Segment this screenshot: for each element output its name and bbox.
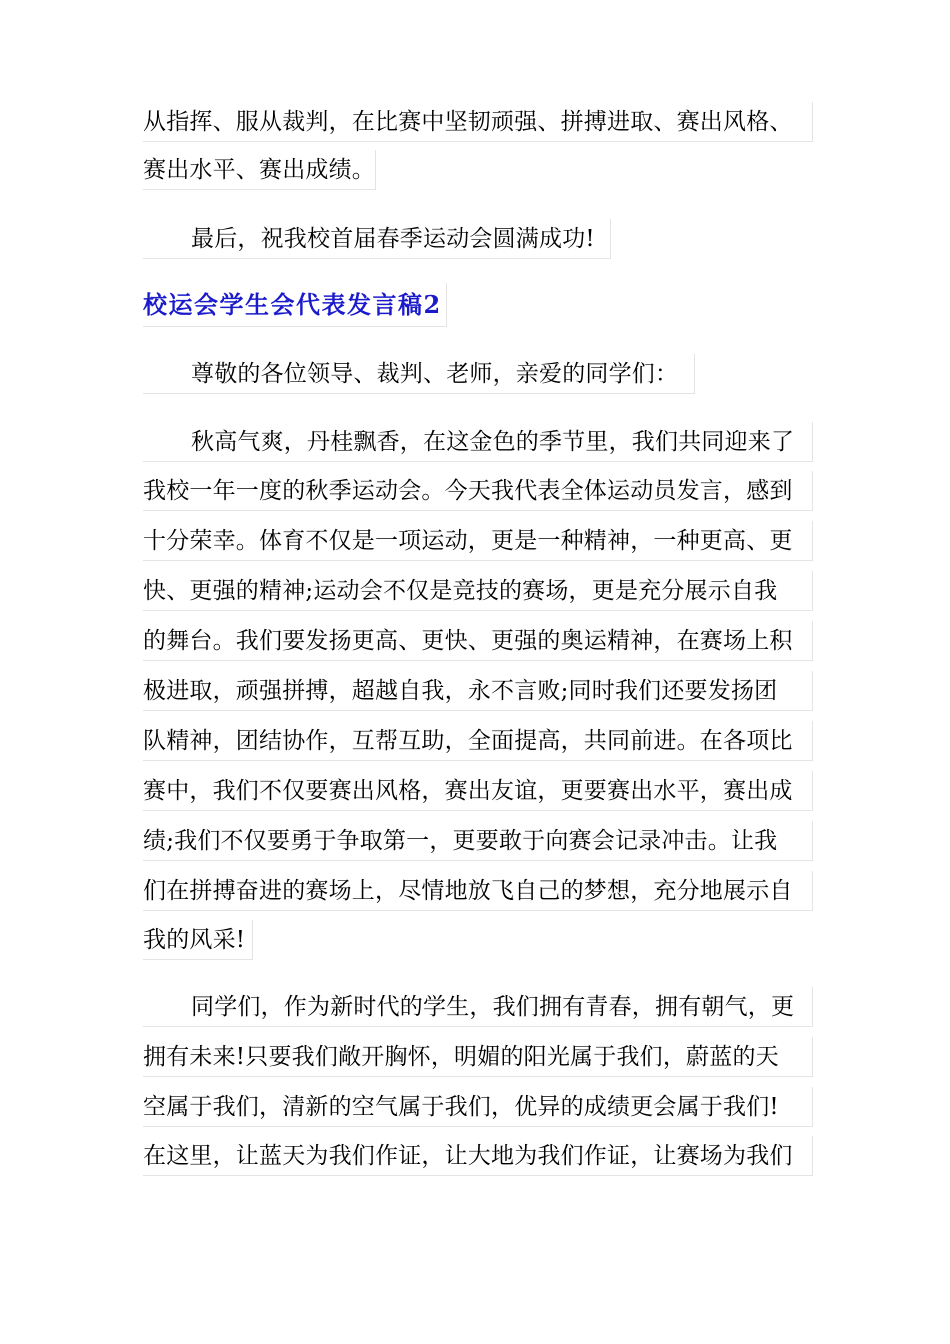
paragraph-line: 空属于我们，清新的空气属于我们，优异的成绩更会属于我们! <box>143 1087 813 1127</box>
text-line: 赛出水平、赛出成绩。 <box>143 150 376 190</box>
paragraph-line: 极进取，顽强拼搏，超越自我，永不言败;同时我们还要发扬团 <box>143 671 813 711</box>
section-heading: 校运会学生会代表发言稿2 <box>143 283 447 327</box>
paragraph-line: 秋高气爽，丹桂飘香，在这金色的季节里，我们共同迎来了 <box>143 422 813 462</box>
closing-line: 最后，祝我校首届春季运动会圆满成功! <box>143 219 611 259</box>
greeting-line: 尊敬的各位领导、裁判、老师，亲爱的同学们： <box>143 354 695 394</box>
paragraph-line: 十分荣幸。体育不仅是一项运动，更是一种精神，一种更高、更 <box>143 521 813 561</box>
text-line: 从指挥、服从裁判，在比赛中坚韧顽强、拼搏进取、赛出风格、 <box>143 102 813 142</box>
paragraph-line: 我校一年一度的秋季运动会。今天我代表全体运动员发言，感到 <box>143 471 813 511</box>
paragraph-line: 队精神，团结协作，互帮互助，全面提高，共同前进。在各项比 <box>143 721 813 761</box>
paragraph-line: 我的风采! <box>143 920 253 960</box>
paragraph-line: 绩;我们不仅要勇于争取第一，更要敢于向赛会记录冲击。让我 <box>143 821 813 861</box>
paragraph-line: 快、更强的精神;运动会不仅是竞技的赛场，更是充分展示自我 <box>143 571 813 611</box>
paragraph-line: 赛中，我们不仅要赛出风格，赛出友谊，更要赛出水平，赛出成 <box>143 771 813 811</box>
paragraph-line: 拥有未来!只要我们敞开胸怀，明媚的阳光属于我们，蔚蓝的天 <box>143 1037 813 1077</box>
paragraph-line: 的舞台。我们要发扬更高、更快、更强的奥运精神，在赛场上积 <box>143 621 813 661</box>
paragraph-line: 们在拼搏奋进的赛场上，尽情地放飞自己的梦想，充分地展示自 <box>143 871 813 911</box>
paragraph-line: 在这里，让蓝天为我们作证，让大地为我们作证，让赛场为我们 <box>143 1136 813 1176</box>
paragraph-line: 同学们，作为新时代的学生，我们拥有青春，拥有朝气，更 <box>143 987 813 1027</box>
